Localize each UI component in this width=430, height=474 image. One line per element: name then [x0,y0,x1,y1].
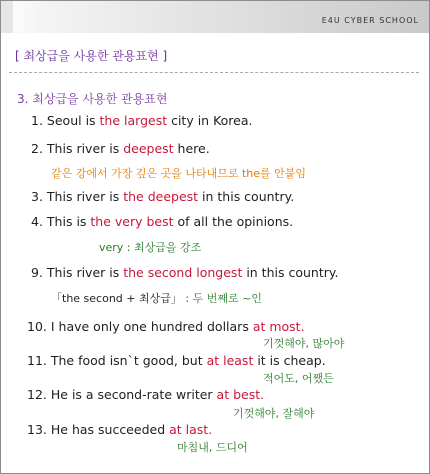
example-number: 1. [31,113,43,128]
example-highlight: at least [206,353,254,368]
example-12 [27,387,264,402]
note-item-13: 마침내, 드디어 [177,441,248,454]
example-number: 10. [27,319,47,334]
structure-meaning: : 두 번째로 ~인 [185,292,262,305]
example-text: Seoul is [46,113,100,128]
subtitle: 3. 최상급을 사용한 관용표현 [17,92,168,106]
note-item-10: 기껏해야, 많아야 [263,337,345,350]
example-text: here. [173,141,210,156]
header-bar [1,1,429,33]
example-text: He has succeeded [50,422,170,437]
example-13 [27,422,212,437]
example-11 [27,353,326,368]
example-text: in this country. [242,265,339,280]
note-item-2: 같은 강에서 가장 깊은 곳을 나타내므로 the를 안붙임 [51,167,307,180]
example-number: 3. [31,189,43,204]
example-text: He is a second-rate writer [50,387,217,402]
example-highlight: the very best [90,214,174,229]
example-text: This river is [46,265,124,280]
example-highlight: the second longest [123,265,243,280]
example-4 [31,214,293,229]
example-number: 2. [31,141,43,156]
example-number: 11. [27,353,47,368]
example-number: 9. [31,265,43,280]
example-text: The food isn`t good, but [50,353,207,368]
example-number: 12. [27,387,47,402]
example-highlight: deepest [123,141,174,156]
example-text: This river is [46,189,124,204]
section-heading: [ 최상급을 사용한 관용표현 ] [15,49,168,63]
note-item-4: very : 최상급을 강조 [99,241,202,254]
example-3 [31,189,294,204]
example-text: city in Korea. [167,113,253,128]
example-highlight: the deepest [123,189,199,204]
example-text: I have only one hundred dollars [50,319,253,334]
school-name: E4U CYBER SCHOOL [321,16,419,25]
dashed-divider [9,72,419,73]
example-number: 4. [31,214,43,229]
example-text: This river is [46,141,124,156]
example-2 [31,141,210,156]
example-number: 13. [27,422,47,437]
note-item-12: 기껏해야, 잘해야 [233,407,315,420]
example-text: This is [46,214,91,229]
example-9 [31,265,338,280]
example-highlight: the largest [99,113,168,128]
example-text: in this country. [198,189,295,204]
example-highlight: at most. [252,319,305,334]
example-highlight: at last. [169,422,213,437]
structure-formula: 「the second + 최상급」 [51,292,182,305]
example-text: it is cheap. [253,353,326,368]
header-corner [1,1,13,33]
example-10 [27,319,305,334]
example-1 [31,113,252,128]
example-highlight: at best. [216,387,265,402]
note-item-9 [51,290,262,306]
note-item-11: 적어도, 어쨌든 [263,372,334,385]
example-text: of all the opinions. [173,214,294,229]
